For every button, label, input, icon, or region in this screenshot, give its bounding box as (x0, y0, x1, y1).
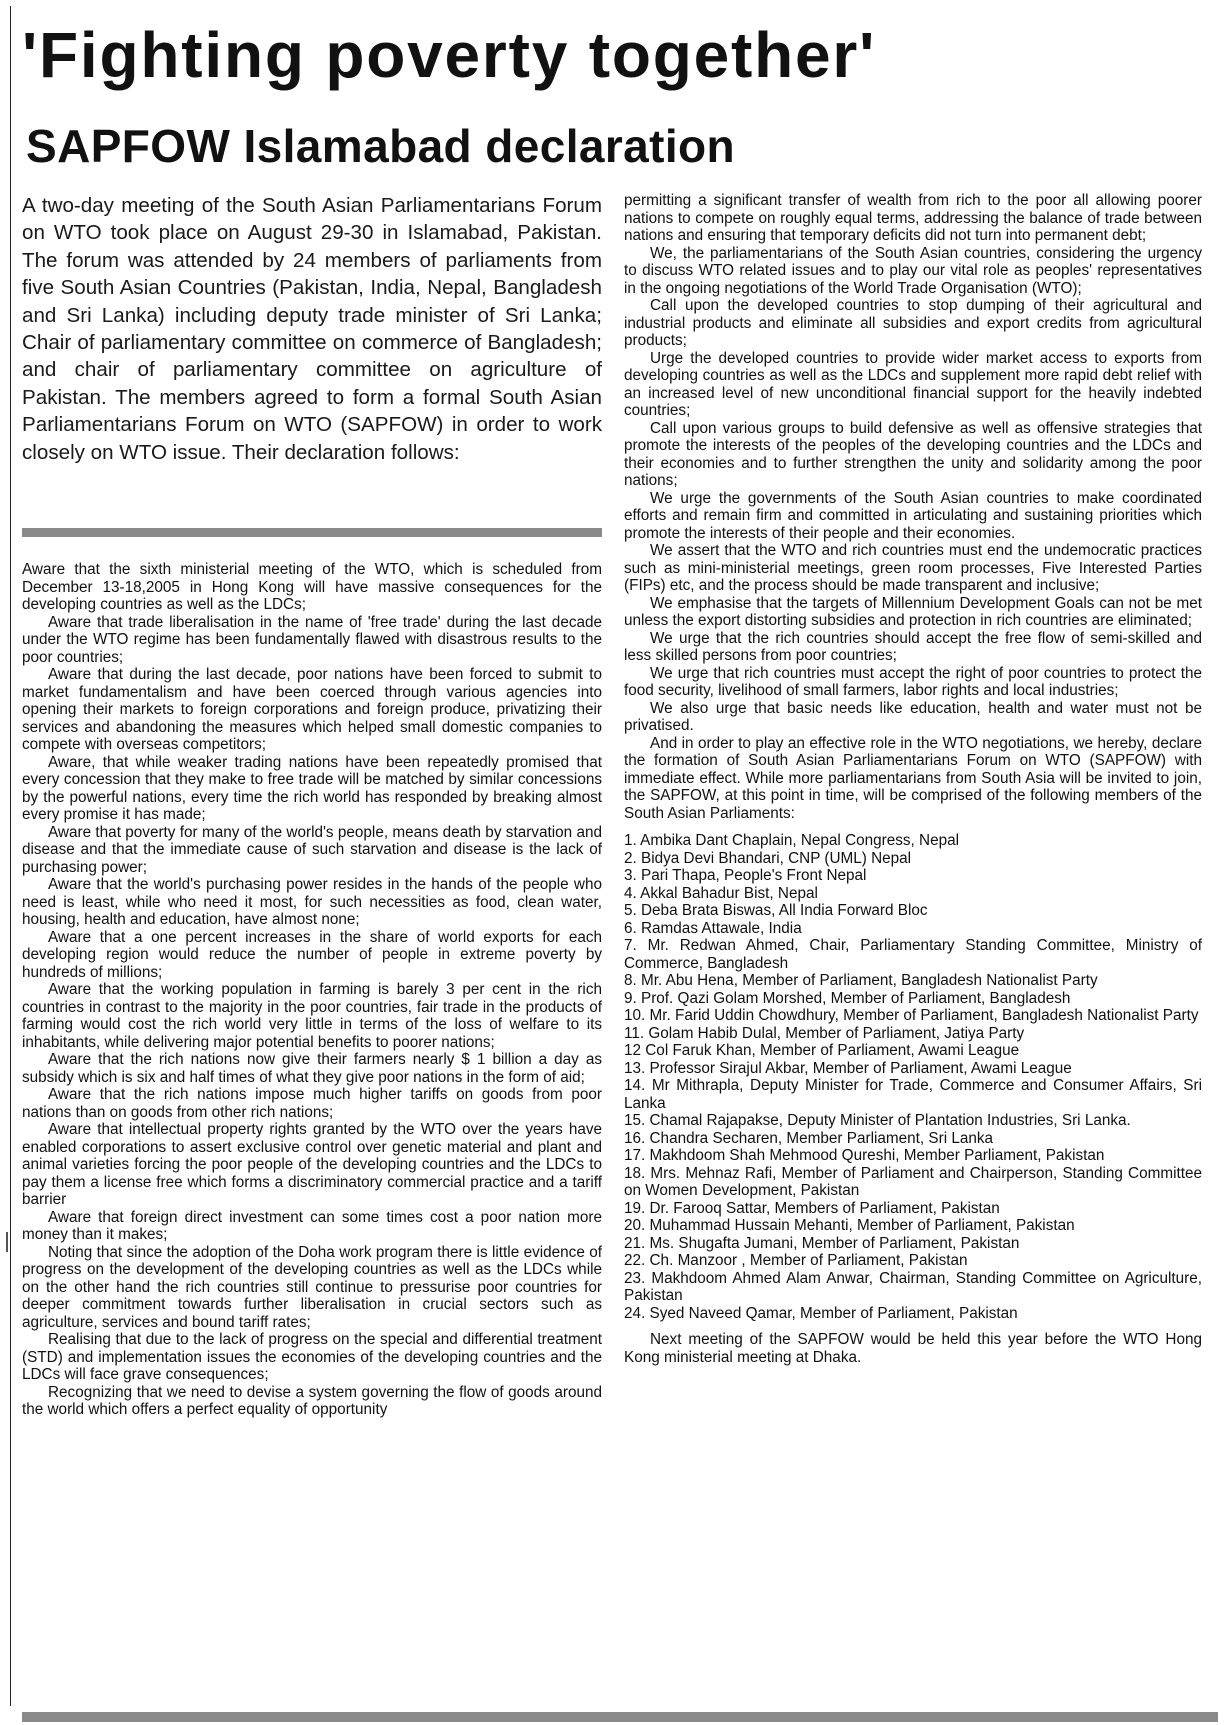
member-list-item: 13. Professor Sirajul Akbar, Member of Parliament, Awami League (624, 1059, 1072, 1077)
declaration-paragraph: Recognizing that we need to devise a system governing the flow of goods around the world which offers a perfect equality of opportunity (22, 1383, 602, 1418)
member-list-item: 10. Mr. Farid Uddin Chowdhury, Member of Parliament, Bangladesh Nationalist Party (624, 1007, 1199, 1024)
declaration-paragraph: Aware that a one percent increases in the share of world exports for each developing region would reduce the number of people in extreme poverty by hundreds of millions; (22, 928, 602, 981)
member-list-item: 20. Muhammad Hussain Mehanti, Member of Parliament, Pakistan (624, 1217, 1075, 1234)
declaration-continuation: permitting a significant transfer of wealth from rich to the poor all allowing poorer nations to compete on roughly equal terms, addressing the balance of trade between nations and ensuring that temporary deficits did not turn into permanent debt; (624, 192, 1202, 244)
member-list-item: 15. Chamal Rajapakse, Deputy Minister of Plantation Industries, Sri Lanka. (624, 1112, 1131, 1129)
declaration-paragraph: Aware that the working population in farming is barely 3 per cent in the rich countries in contrast to the majority in the poor countries, fair trade in the products of farming would cost the rich world very little in terms of the loss of welfare to its inhabitants, while delivering major potential benefits to poorer nations; (22, 981, 602, 1051)
declaration-paragraph: Realising that due to the lack of progress on the special and differential treatment (STD) and implementation issues the economies of the developing countries and the LDCs will face grave consequences; (22, 1331, 602, 1383)
declaration-column-left (22, 561, 602, 1419)
left-margin-mark (6, 1232, 8, 1252)
intro-paragraph: A two-day meeting of the South Asian Parliamentarians Forum on WTO took place on August 29-30 in Islamabad, Pakistan. The forum was attended by 24 members of parliaments from five South Asian Countries (Pakistan, India, Nepal, Bangladesh and Sri Lanka) including deputy trade minister of Sri Lanka; Chair of parliamentary committee on commerce of Bangladesh; and chair of parliamentary committee on agriculture of Pakistan. The members agreed to form a formal South Asian Parliamentarians Forum on WTO (SAPFOW) in order to work closely on WTO issue. Their declaration follows: (22, 194, 602, 464)
declaration-paragraph: Aware that the world's purchasing power resides in the hands of the people who need is least, while who need it most, for such necessities as food, clean water, housing, health and education, have almost none; (22, 876, 602, 928)
member-list-item: 12 Col Faruk Khan, Member of Parliament, Awami League (624, 1042, 1020, 1059)
member-list-item: 6. Ramdas Attawale, India (624, 919, 802, 937)
declaration-paragraph: Aware that trade liberalisation in the name of 'free trade' during the last decade under the WTO regime has been fundamentally flawed with disastrous results to the poor countries; (22, 613, 602, 666)
member-list-item: 1. Ambika Dant Chaplain, Nepal Congress, Nepal (624, 832, 960, 849)
declaration-column-right (624, 192, 1202, 1366)
declaration-paragraph: Aware, that while weaker trading nations have been repeatedly promised that every concession that they make to free trade will be matched by similar concessions by the powerful nations, every time the rich world has responded by breaking almost every promise it has made; (22, 753, 602, 823)
declaration-paragraph: Aware that poverty for many of the world's people, means death by starvation and disease and that the immediate cause of such starvation and disease is the lack of purchasing power; (22, 823, 602, 876)
member-list-item: 24. Syed Naveed Qamar, Member of Parliament, Pakistan (624, 1304, 1018, 1322)
resolution-paragraph: And in order to play an effective role in the WTO negotiations, we hereby, declare the formation of South Asian Parliamentarians Forum on WTO (SAPFOW) with immediate effect. While more parliamentarians from South Asia will be invited to join, the SAPFOW, at this point in time, will be comprised of the following members of the South Asian Parliaments: (624, 734, 1202, 822)
member-list-item: 7. Mr. Redwan Ahmed, Chair, Parliamentary Standing Committee, Ministry of Commerce, Bangladesh (624, 937, 1202, 972)
member-list-item: 2. Bidya Devi Bhandari, CNP (UML) Nepal (624, 849, 912, 867)
resolution-paragraph: Urge the developed countries to provide wider market access to exports from developing countries as well as the LDCs and supplement more rapid debt relief with an increased level of new unconditional financial support for the heavily indebted countries; (624, 349, 1202, 419)
member-list (624, 832, 1202, 1322)
resolution-paragraph: We, the parliamentarians of the South Asian countries, considering the urgency to discuss WTO related issues and to play our vital role as peoples' representatives in the ongoing negotiations of the World Trade Organisation (WTO); (624, 244, 1202, 297)
section-divider (22, 528, 602, 537)
member-list-item: 17. Makhdoom Shah Mehmood Qureshi, Member Parliament, Pakistan (624, 1147, 1105, 1164)
member-list-item: 19. Dr. Farooq Sattar, Members of Parliament, Pakistan (624, 1199, 1000, 1217)
member-list-item: 4. Akkal Bahadur Bist, Nepal (624, 884, 818, 902)
declaration-paragraph: Aware that foreign direct investment can some times cost a poor nation more money than it makes; (22, 1208, 602, 1243)
member-list-item: 18. Mrs. Mehnaz Rafi, Member of Parliament and Chairperson, Standing Committee on Women Development, Pakistan (624, 1164, 1202, 1199)
declaration-paragraph: Noting that since the adoption of the Doha work program there is little evidence of progress on the development of the developing countries as well as the LDCs while on the other hand the rich countries still continue to pressurise poor countries for deeper commitment towards further liberalisation in crucial sectors such as agriculture, services and bound tariff rates; (22, 1243, 602, 1331)
resolution-paragraph: Call upon various groups to build defensive as well as offensive strategies that promote the interests of the peoples of the developing countries and the LDCs and their economies and to further strengthen the unity and solidarity among the poor nations; (624, 419, 1202, 489)
member-list-item: 11. Golam Habib Dulal, Member of Parliament, Jatiya Party (624, 1024, 1025, 1042)
resolution-paragraph: We emphasise that the targets of Millennium Development Goals can not be met unless the export distorting subsidies and protection in rich countries are eliminated; (624, 594, 1202, 629)
resolution-paragraph: We urge the governments of the South Asian countries to make coordinated efforts and remain firm and committed in articulating and sustaining priorities which promote the interests of their people and their economies. (624, 489, 1202, 542)
member-list-item: 3. Pari Thapa, People's Front Nepal (624, 867, 867, 884)
resolution-paragraph: Call upon the developed countries to stop dumping of their agricultural and industrial products and eliminate all subsidies and export credits from agricultural products; (624, 297, 1202, 349)
resolution-paragraph: We urge that the rich countries should accept the free flow of semi-skilled and less skilled persons from poor countries; (624, 629, 1202, 664)
member-list-item: 22. Ch. Manzoor , Member of Parliament, Pakistan (624, 1252, 968, 1269)
headline: 'Fighting poverty together' (22, 19, 877, 91)
member-list-item: 5. Deba Brata Biswas, All India Forward Bloc (624, 902, 928, 919)
member-list-item: 23. Makhdoom Ahmed Alam Anwar, Chairman, Standing Committee on Agriculture, Pakistan (624, 1269, 1202, 1304)
subheadline: SAPFOW Islamabad declaration (26, 120, 736, 172)
declaration-paragraph: Aware that the rich nations now give their farmers nearly $ 1 billion a day as subsidy which is six and half times of what they give poor nations in the form of aid; (22, 1051, 602, 1086)
member-list-item: 9. Prof. Qazi Golam Morshed, Member of Parliament, Bangladesh (624, 989, 1071, 1007)
declaration-paragraph: Aware that the rich nations impose much higher tariffs on goods from poor nations than on goods from other rich nations; (22, 1086, 602, 1121)
closing-paragraph: Next meeting of the SAPFOW would be held this year before the WTO Hong Kong ministerial meeting at Dhaka. (624, 1331, 1202, 1366)
member-list-item: 16. Chandra Secharen, Member Parliament, Sri Lanka (624, 1129, 994, 1147)
member-list-item: 14. Mr Mithrapla, Deputy Minister for Trade, Commerce and Consumer Affairs, Sri Lanka (624, 1077, 1202, 1112)
member-list-item: 21. Ms. Shugafta Jumani, Member of Parliament, Pakistan (624, 1234, 1020, 1252)
left-margin-rule (10, 6, 11, 1706)
resolution-paragraph: We assert that the WTO and rich countries must end the undemocratic practices such as mini-ministerial meetings, green room processes, Five Interested Parties (FIPs) etc, and the process should be made transparent and inclusive; (624, 542, 1202, 594)
page-bottom-divider (22, 1712, 1218, 1722)
declaration-paragraph: Aware that during the last decade, poor nations have been forced to submit to market fundamentalism and have been coerced through various agencies into opening their markets to foreign corporations and foreign produce, privatizing their services and abandoning the measures which helped small domestic companies to compete with overseas competitors; (22, 666, 602, 753)
resolution-paragraph: We also urge that basic needs like education, health and water must not be privatised. (624, 699, 1202, 734)
member-list-item: 8. Mr. Abu Hena, Member of Parliament, Bangladesh Nationalist Party (624, 972, 1098, 989)
resolution-paragraph: We urge that rich countries must accept the right of poor countries to protect the food security, livelihood of small farmers, labor rights and local industries; (624, 664, 1202, 699)
declaration-paragraph: Aware that the sixth ministerial meeting of the WTO, which is scheduled from December 13-18,2005 in Hong Kong will have massive consequences for the developing countries as well as the LDCs; (22, 561, 602, 613)
declaration-paragraph: Aware that intellectual property rights granted by the WTO over the years have enabled corporations to assert exclusive control over genetic material and plant and animal varieties forcing the poor people of the developing countries and the LDCs to pay them a license free which forms a discriminatory commercial practice and a tariff barrier (22, 1121, 602, 1208)
